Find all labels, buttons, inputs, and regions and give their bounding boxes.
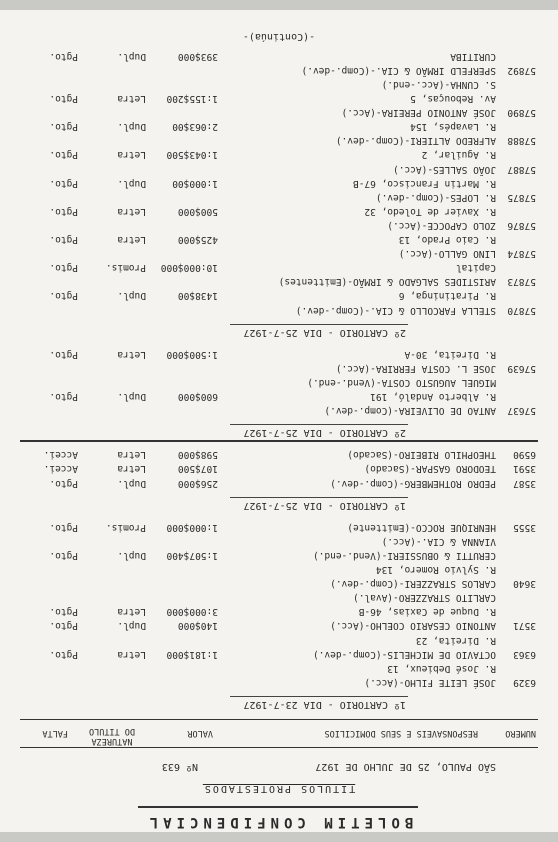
title-value: 107$500 xyxy=(177,463,218,475)
responsible-party: Capital xyxy=(455,262,496,274)
responsible-party: CARLOS STRAZZERI-(Comp.-dev.) xyxy=(330,578,496,590)
entry-number: 3587 xyxy=(513,477,536,489)
protest-reason: Accei. xyxy=(43,449,78,461)
responsible-party: R. Martin Francisco, 67-B xyxy=(353,177,496,189)
protest-reason: Pgto. xyxy=(49,550,78,561)
responsible-party: JOÃO SALLES-(Acc.) xyxy=(393,163,496,175)
responsible-party: JOSÉ LEITE FILHO-(Acc.) xyxy=(364,676,496,688)
entry-number: 57637 xyxy=(507,405,536,417)
responsible-party: R. Duque de Caxias, 46-B xyxy=(358,606,496,618)
responsible-party: VIANNA & CIA.-(Acc.) xyxy=(381,535,496,547)
responsible-party: CURITIBA xyxy=(450,50,496,62)
responsible-party: R. Alberto Andaló, 191 xyxy=(370,391,496,403)
protest-reason: Accei. xyxy=(43,463,78,475)
title-kind: Letra xyxy=(117,205,146,217)
responsible-party: OCTAVIO DE MICHELIS-(Comp.-dev.) xyxy=(312,648,496,660)
entry-number: 57875 xyxy=(507,191,536,203)
entry-number: 3571 xyxy=(513,620,536,632)
protest-reason: Pgto. xyxy=(49,620,78,632)
title-rule xyxy=(138,806,418,808)
responsible-party: SPERFELD IRMÃO & CIA.-(Comp.-dev.) xyxy=(301,64,496,76)
title-kind: Letra xyxy=(117,449,146,461)
title-value: 425$000 xyxy=(177,234,218,246)
banner-underline xyxy=(230,424,408,425)
responsible-party: ANTAO DE OLIVEIRA-(Comp.-dev.) xyxy=(324,405,496,417)
col-responsaveis: RESPONSAVEIS E SEUS DOMICILIOS xyxy=(324,728,478,738)
title-value: 1:000$000 xyxy=(166,521,218,533)
header-rule xyxy=(20,747,538,748)
title-value: 500$000 xyxy=(177,205,218,217)
title-kind: Letra xyxy=(117,606,146,618)
protest-reason: Pgto. xyxy=(49,477,78,489)
responsible-party: R. Direita, 23 xyxy=(415,634,496,646)
header-rule-bottom xyxy=(20,719,538,720)
title-value: 598$000 xyxy=(177,449,218,461)
title-value: 140$000 xyxy=(177,620,218,632)
scan-edge-bottom xyxy=(0,0,558,10)
title-kind: Promis. xyxy=(105,521,146,533)
title-value: 1:507$400 xyxy=(166,550,218,561)
responsible-party: R. Caio Prado, 13 xyxy=(398,234,496,246)
responsible-party: R. Lavapés, 154 xyxy=(410,121,496,133)
title-kind: Dupl. xyxy=(117,290,146,302)
protest-reason: Pgto. xyxy=(49,93,78,105)
responsible-party: R. Sylvio Romero, 134 xyxy=(375,564,496,576)
protest-reason: Pgto. xyxy=(49,262,78,274)
gazette-title: BOLETIM CONFIDENCIAL xyxy=(144,814,414,830)
entry-number: 3640 xyxy=(513,578,536,590)
title-kind: Promis. xyxy=(105,262,146,274)
protest-reason: Pgto. xyxy=(49,290,78,302)
entry-number: 57870 xyxy=(507,304,536,316)
cartorio-banner: 1º CARTORIO - DIA 25-7-1927 xyxy=(243,499,406,511)
responsible-party: TEODORO GASPAR-(Sacado) xyxy=(364,463,496,475)
section-divider xyxy=(20,440,538,442)
title-kind: Dupl. xyxy=(117,177,146,189)
responsible-party: JOSE L. COSTA FERRIRA-(Acc.) xyxy=(335,362,496,374)
title-value: 600$000 xyxy=(177,391,218,403)
entry-number: 6363 xyxy=(513,648,536,660)
entry-number: 57874 xyxy=(507,248,536,260)
entry-number: 57639 xyxy=(507,362,536,374)
responsible-party: CERUTTI & OBUSSIERI-(Vend.-end.) xyxy=(312,550,496,561)
responsible-party: CARLITO STRAZZERO-(Aval.) xyxy=(353,592,496,604)
entry-number: 57873 xyxy=(507,276,536,288)
responsible-party: THEOPHILO RIBEIRO-(Sacado) xyxy=(347,449,496,461)
issue-number: Nº 633 xyxy=(161,761,198,772)
responsible-party: R. Aguilar, 2 xyxy=(421,149,496,161)
title-kind: Dupl. xyxy=(117,550,146,561)
protest-reason: Pgto. xyxy=(49,521,78,533)
responsible-party: ZOLO CAPOCCE-(Acc.) xyxy=(387,220,496,231)
banner-underline xyxy=(230,696,408,697)
title-value: 1:155$200 xyxy=(166,93,218,105)
col-valor: VALOR xyxy=(187,728,213,738)
title-value: 393$000 xyxy=(177,50,218,62)
cartorio-banner: 2º CARTORIO - DIA 25-7-1927 xyxy=(243,326,406,338)
responsible-party: LINO GALLO-(Acc.) xyxy=(398,248,496,260)
responsible-party: MIGUEL AUGUSTO COSTA-(Vend.-end.) xyxy=(307,377,496,388)
protest-reason: Pgto. xyxy=(49,149,78,161)
protest-reason: Pgto. xyxy=(49,177,78,189)
responsible-party: ARISTIDES SALGADO & IRMÃO-(Emittentes) xyxy=(278,276,496,288)
protest-reason: Pgto. xyxy=(49,205,78,217)
entry-number: 3555 xyxy=(513,521,536,533)
entry-number: 6329 xyxy=(513,676,536,688)
responsible-party: JOSÉ ANTONIO PEREIRA-(Acc.) xyxy=(341,107,496,119)
title-kind: Dupl. xyxy=(117,477,146,489)
dateline: SÃO PAULO, 25 DE JULHO DE 1927 xyxy=(315,761,496,772)
title-value: 1:181$000 xyxy=(166,648,218,660)
continues-note: -(Continúa)- xyxy=(242,31,316,42)
protest-reason: Pgto. xyxy=(49,234,78,246)
responsible-party: R. LOPES-(Comp.-dev.) xyxy=(375,191,496,203)
title-kind: Dupl. xyxy=(117,620,146,632)
title-value: 1:043$500 xyxy=(166,149,218,161)
responsible-party: R. José Debieux, 13 xyxy=(387,662,496,674)
title-kind: Letra xyxy=(117,648,146,660)
title-kind: Dupl. xyxy=(117,121,146,133)
responsible-party: R. Xavier de Toledo, 32 xyxy=(364,205,496,217)
cartorio-banner: 1º CARTORIO - DIA 23-7-1927 xyxy=(243,699,406,710)
entry-number: 6590 xyxy=(513,449,536,461)
responsible-party: R. Direita, 30-A xyxy=(404,348,496,360)
responsible-party: STELLA FARCOLLO & CIA.-(Comp.-dev.) xyxy=(295,304,496,316)
responsible-party: PEDRO ROTHEMBERG-(Comp.-dev.) xyxy=(330,477,496,489)
responsible-party: R. Piratininga, 6 xyxy=(398,290,496,302)
responsible-party: ALFREDO ALTIERI-(Comp.-dev.) xyxy=(335,135,496,147)
entry-number: 57890 xyxy=(507,107,536,119)
protest-reason: Pgto. xyxy=(49,121,78,133)
banner-underline xyxy=(230,497,408,498)
col-numero: NUMERO xyxy=(505,728,536,738)
title-kind: Letra xyxy=(117,348,146,360)
title-kind: Letra xyxy=(117,149,146,161)
entry-number: 57888 xyxy=(507,135,536,147)
col-natureza: NATUREZA DO TITULO xyxy=(88,726,136,746)
title-kind: Dupl. xyxy=(117,50,146,62)
title-kind: Letra xyxy=(117,93,146,105)
title-kind: Letra xyxy=(117,463,146,475)
entry-number: 57876 xyxy=(507,220,536,231)
title-kind: Dupl. xyxy=(117,391,146,403)
responsible-party: Av. Rebouças, 5 xyxy=(410,93,496,105)
responsible-party: S. CUNHA-(Acc.-end.) xyxy=(381,79,496,90)
title-value: 1:500$000 xyxy=(166,348,218,360)
protest-reason: Pgto. xyxy=(49,348,78,360)
title-value: 256$000 xyxy=(177,477,218,489)
title-value: 3:000$000 xyxy=(166,606,218,618)
responsible-party: ANTONIO CESARIO COELHO-(Acc.) xyxy=(330,620,496,632)
title-value: 10:000$000 xyxy=(160,262,218,274)
section-title: TITULOS PROTESTADOS xyxy=(202,783,356,794)
cartorio-banner: 2º CARTORIO - DIA 25-7-1927 xyxy=(243,427,406,439)
col-falta: FALTA xyxy=(42,728,68,738)
banner-underline xyxy=(230,324,408,325)
title-value: 1438$00 xyxy=(177,290,218,302)
responsible-party: HENRIQUE ROCCO-(Emittente) xyxy=(347,521,496,533)
entry-number: 57892 xyxy=(507,64,536,76)
protest-reason: Pgto. xyxy=(49,606,78,618)
title-value: 2:063$00 xyxy=(172,121,218,133)
protest-reason: Pgto. xyxy=(49,50,78,62)
scan-edge xyxy=(0,832,558,842)
protest-reason: Pgto. xyxy=(49,391,78,403)
protest-reason: Pgto. xyxy=(49,648,78,660)
title-value: 1:000$00 xyxy=(172,177,218,189)
entry-number: 57887 xyxy=(507,163,536,175)
entry-number: 3591 xyxy=(513,463,536,475)
title-kind: Letra xyxy=(117,234,146,246)
